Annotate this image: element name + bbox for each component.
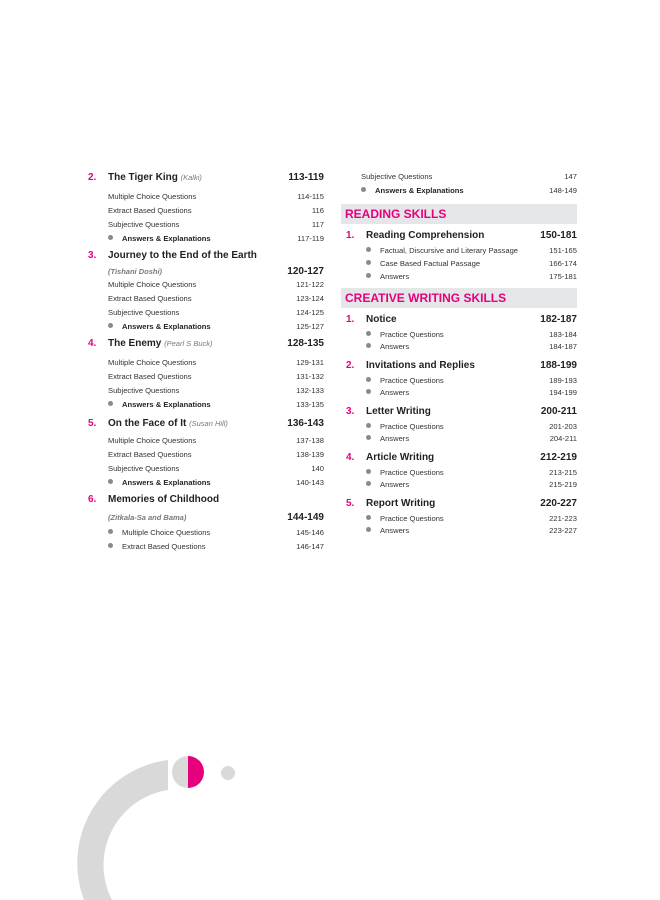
toc-entry[interactable]: Case Based Factual Passage 166-174 [341,259,577,272]
toc-entry[interactable]: Subjective Questions 124-125 [108,308,324,317]
chapter-author: (Susan Hill) [189,419,228,428]
toc-entry[interactable]: Answers & Explanations 133-135 [88,400,324,418]
half-circle-pink [188,756,204,788]
chapter-pages: 136-143 [287,418,324,429]
toc-entry[interactable]: Extract Based Questions 123-124 [108,294,324,303]
chapter-author: (Kalki) [180,173,202,182]
toc-entry[interactable]: Extract Based Questions 138-139 [108,450,324,459]
half-circle-gray [172,756,188,788]
toc-entry[interactable]: Multiple Choice Questions 145-146 [88,528,324,542]
toc-entry[interactable]: Answers & Explanations 148-149 [341,186,577,204]
toc-entry[interactable]: Answers & Explanations 117-119 [88,234,324,250]
chapter-title: The Tiger King [108,172,178,183]
chapter-pages: 144-149 [287,512,324,523]
section-heading-reading-skills: READING SKILLS [341,204,577,224]
toc-entry[interactable]: Multiple Choice Questions 114-115 [108,192,324,201]
toc-entry[interactable]: Answers 223-227 [341,526,577,538]
toc-entry[interactable]: Answers 194-199 [341,388,577,406]
small-gray-dot [221,766,235,780]
chapter-title: The Enemy [108,338,162,349]
chapter-title: Memories of Childhood [108,494,220,505]
toc-entry[interactable]: Multiple Choice Questions 137-138 [108,436,324,445]
toc-entry[interactable]: Extract Based Questions 131-132 [108,372,324,381]
toc-entry[interactable]: Answers & Explanations 140-143 [88,478,324,494]
toc-entry[interactable]: Factual, Discursive and Literary Passage 151-165 [341,246,577,259]
toc-entry[interactable]: Practice Questions 201-203 [341,422,577,434]
chapter-author: (Tishani Doshi) [108,267,163,276]
toc-entry[interactable]: Subjective Questions 147 [361,172,577,181]
chapter-heading[interactable]: 5. Report Writing 220-227 [346,498,577,509]
toc-entry[interactable]: Extract Based Questions 146-147 [88,542,324,556]
toc-entry[interactable]: Extract Based Questions 116 [108,206,324,215]
toc-entry[interactable]: Practice Questions 213-215 [341,468,577,480]
chapter-title: Reading Comprehension [366,230,485,241]
chapter-pages: 120-127 [287,266,324,277]
gray-arc-shape [77,760,168,900]
chapter-number: 3. [88,250,97,261]
toc-entry[interactable]: Practice Questions 189-193 [341,376,577,388]
toc-entry[interactable]: Practice Questions 221-223 [341,514,577,526]
chapter-number: 1. [346,230,355,241]
section-heading-creative-writing: CREATIVE WRITING SKILLS [341,288,577,308]
toc-entry[interactable]: Answers 175-181 [341,272,577,288]
chapter-number: 6. [88,494,97,505]
toc-entry[interactable]: Multiple Choice Questions 129-131 [108,358,324,367]
toc-entry[interactable]: Subjective Questions 132-133 [108,386,324,395]
chapter-title: On the Face of It [108,418,187,429]
toc-entry[interactable]: Answers 215-219 [341,480,577,498]
chapter-number: 5. [88,418,97,429]
chapter-pages: 150-181 [540,230,577,241]
chapter-heading[interactable]: 2. Invitations and Replies 188-199 [346,360,577,371]
toc-entry[interactable]: Multiple Choice Questions 121-122 [108,280,324,289]
chapter-heading[interactable]: 4. Article Writing 212-219 [346,452,577,463]
toc-entry[interactable]: Answers 184-187 [341,342,577,360]
toc-entry[interactable]: Answers 204-211 [341,434,577,452]
toc-entry[interactable]: Answers & Explanations 125-127 [88,322,324,338]
chapter-number: 4. [88,338,97,349]
chapter-pages: 128-135 [287,338,324,349]
chapter-title: Journey to the End of the Earth [108,250,257,261]
toc-entry[interactable]: Subjective Questions 140 [108,464,324,473]
chapter-pages: 113-119 [288,172,324,183]
chapter-heading[interactable]: 3. Letter Writing 200-211 [346,406,577,417]
toc-entry[interactable]: Subjective Questions 117 [108,220,324,229]
chapter-author: (Zitkala-Sa and Bama) [108,513,187,522]
chapter-heading[interactable]: 1. Notice 182-187 [346,314,577,325]
chapter-author: (Pearl S Buck) [164,339,213,348]
chapter-number: 2. [88,172,97,183]
toc-entry[interactable]: Practice Questions 183-184 [341,330,577,342]
